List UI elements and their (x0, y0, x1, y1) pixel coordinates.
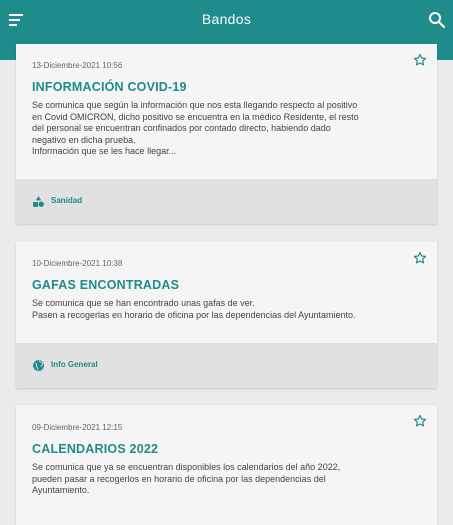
globe-icon (32, 359, 45, 372)
bando-text-line: del personal se encuentran confinados por contado directo, habiendo dado (32, 123, 331, 134)
bando-text (32, 100, 424, 158)
bando-text-line: negativo en dicha prueba. (32, 134, 136, 145)
bando-category-bar[interactable] (16, 343, 437, 388)
bando-text-line: en Covid OMICRON, dicho positivo se encuentra en la médico Residente, el resto (32, 111, 359, 122)
bando-text-line: Se comunica que se han encontrado unas gafas de ver. (32, 298, 255, 308)
page-title: Bandos (201, 11, 252, 27)
bando-text (32, 298, 424, 321)
shapes-icon (32, 195, 45, 208)
bando-text-line: Pasen a recogerlas en horario de oficina por las dependencias del Ayuntamiento. (32, 309, 356, 320)
bando-date: 09-Diciembre-2021 12:15 (32, 423, 123, 432)
bando-date: 10-Diciembre-2021 10:38 (32, 259, 123, 268)
category-label: Sanidad (51, 196, 83, 205)
bando-title: CALENDARIOS 2022 (32, 442, 159, 456)
bando-card[interactable] (16, 242, 437, 388)
bando-title: INFORMACIÓN COVID-19 (32, 80, 187, 94)
bando-date: 13-Diciembre-2021 10:56 (32, 61, 123, 70)
favorite-star-icon[interactable] (413, 414, 427, 428)
bando-text-line: Se comunica que según la información que nos esta llegando respecto al positivo (32, 100, 358, 110)
bando-card[interactable] (16, 405, 437, 525)
bando-text-line: Ayuntamiento. (32, 485, 90, 496)
search-icon[interactable] (427, 10, 447, 30)
favorite-star-icon[interactable] (413, 251, 427, 265)
bando-text-line: pueden pasar a recogerlos en horario de oficina por las dependencias del (32, 473, 326, 484)
category-label: Info General (51, 360, 98, 369)
bando-text-line: Se comunica que ya se encuentran disponibles los calendarios del año 2022, (32, 462, 341, 472)
bando-card[interactable] (16, 44, 437, 224)
bando-text (32, 462, 424, 497)
bando-category-bar[interactable] (16, 179, 437, 224)
bando-title: GAFAS ENCONTRADAS (32, 278, 180, 292)
favorite-star-icon[interactable] (413, 53, 427, 67)
bando-text-line: Información que se les hace llegar... (32, 146, 177, 157)
